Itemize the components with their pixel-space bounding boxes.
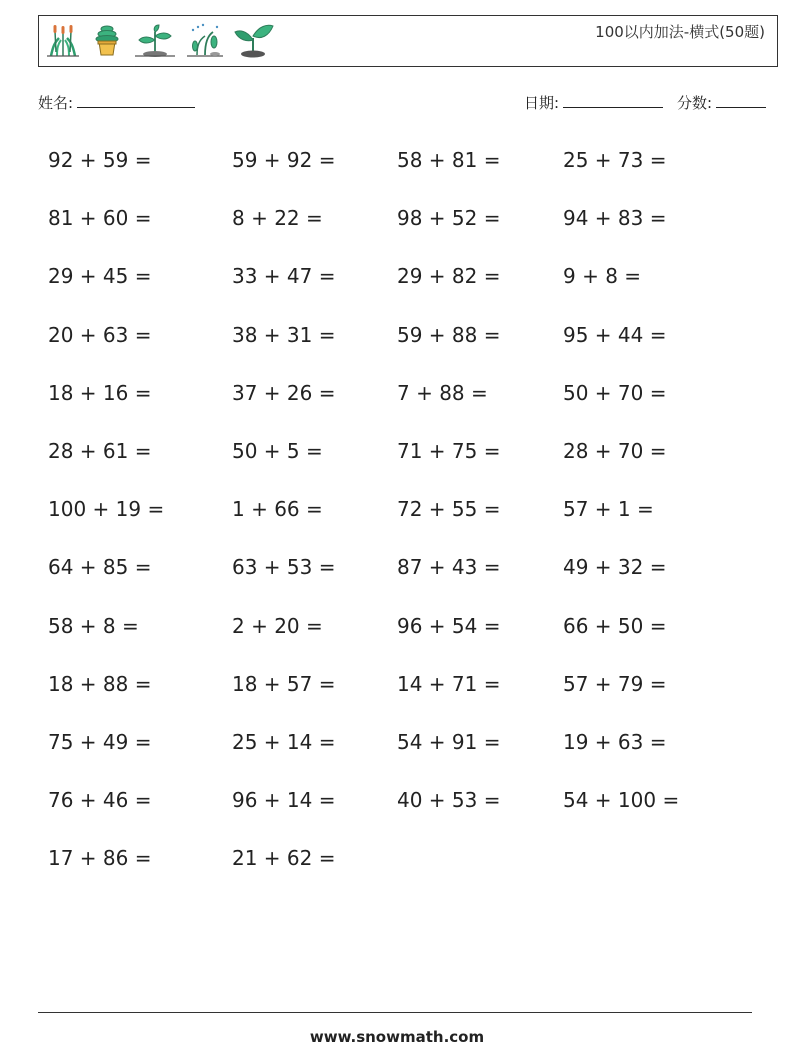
problem-item: 96 + 54 = — [397, 613, 501, 638]
problem-item: 18 + 16 = — [48, 380, 152, 405]
problem-item: 28 + 61 = — [48, 439, 152, 463]
problem-item: 14 + 71 = — [397, 671, 501, 696]
header-box — [38, 15, 778, 67]
problem-item: 1 + 66 = — [232, 497, 323, 522]
problem-item: 66 + 50 = — [563, 613, 667, 638]
problem-item: 95 + 44 = — [563, 322, 667, 347]
problem-item: 58 + 81 = — [397, 148, 501, 172]
problem-item: 38 + 31 = — [232, 322, 336, 347]
name-label: 姓名: — [38, 94, 74, 112]
date-field[interactable] — [524, 92, 663, 113]
problem-item: 20 + 63 = — [48, 322, 152, 347]
problem-item: 94 + 83 = — [563, 206, 667, 231]
problem-item: 81 + 60 = — [48, 206, 152, 231]
problem-item: 7 + 88 = — [397, 380, 488, 405]
score-field[interactable] — [677, 92, 766, 113]
problem-item: 49 + 32 = — [563, 555, 667, 580]
name-blank[interactable] — [77, 93, 195, 108]
problem-item: 2 + 20 = — [232, 613, 323, 638]
footer-divider — [38, 1012, 752, 1013]
problem-item: 21 + 62 = — [232, 846, 336, 871]
problem-item: 54 + 91 = — [397, 730, 501, 754]
problem-item: 29 + 45 = — [48, 264, 152, 289]
problem-item: 17 + 86 = — [48, 846, 152, 871]
problem-item: 33 + 47 = — [232, 264, 336, 289]
problem-item: 8 + 22 = — [232, 206, 323, 231]
problem-item: 58 + 8 = — [48, 613, 139, 638]
problem-item: 87 + 43 = — [397, 555, 501, 580]
problem-item: 72 + 55 = — [397, 497, 501, 522]
footer-website: www.snowmath.com — [309, 1028, 485, 1046]
date-blank[interactable] — [563, 93, 663, 108]
problem-item: 28 + 70 = — [563, 439, 667, 463]
problem-item: 40 + 53 = — [397, 788, 501, 813]
problem-item: 19 + 63 = — [563, 730, 667, 754]
problem-item: 63 + 53 = — [232, 555, 336, 580]
problem-item: 96 + 14 = — [232, 788, 336, 813]
problem-item: 59 + 88 = — [397, 322, 501, 347]
problem-item: 100 + 19 = — [48, 497, 165, 522]
header-icons — [45, 22, 275, 58]
watering-plant-icon — [185, 22, 225, 58]
problem-item: 71 + 75 = — [397, 439, 501, 463]
problem-item: 54 + 100 = — [563, 788, 680, 813]
problem-item: 64 + 85 = — [48, 555, 152, 580]
problem-item: 25 + 73 = — [563, 148, 667, 172]
name-field[interactable] — [38, 92, 195, 113]
problem-item: 76 + 46 = — [48, 788, 152, 813]
problem-item: 57 + 1 = — [563, 497, 654, 522]
score-blank[interactable] — [716, 93, 766, 108]
date-label: 日期: — [524, 94, 560, 112]
problem-item: 59 + 92 = — [232, 148, 336, 172]
problem-item: 37 + 26 = — [232, 380, 336, 405]
problem-item: 50 + 70 = — [563, 380, 667, 405]
problem-item: 92 + 59 = — [48, 148, 152, 172]
problem-item: 29 + 82 = — [397, 264, 501, 289]
problem-item: 98 + 52 = — [397, 206, 501, 231]
problem-item: 75 + 49 = — [48, 730, 152, 754]
problem-item: 50 + 5 = — [232, 439, 323, 463]
seedling-icon — [233, 22, 275, 58]
problem-item: 57 + 79 = — [563, 671, 667, 696]
score-label: 分数: — [677, 94, 713, 112]
cattail-plant-icon — [45, 22, 81, 58]
problem-item: 18 + 57 = — [232, 671, 336, 696]
worksheet-title: 100以内加法-横式(50题) — [595, 23, 765, 41]
potted-plant-icon — [89, 22, 125, 58]
sprout-plant-icon — [133, 22, 177, 58]
problem-item: 9 + 8 = — [563, 264, 642, 289]
problem-item: 18 + 88 = — [48, 671, 152, 696]
problem-item: 25 + 14 = — [232, 730, 336, 754]
